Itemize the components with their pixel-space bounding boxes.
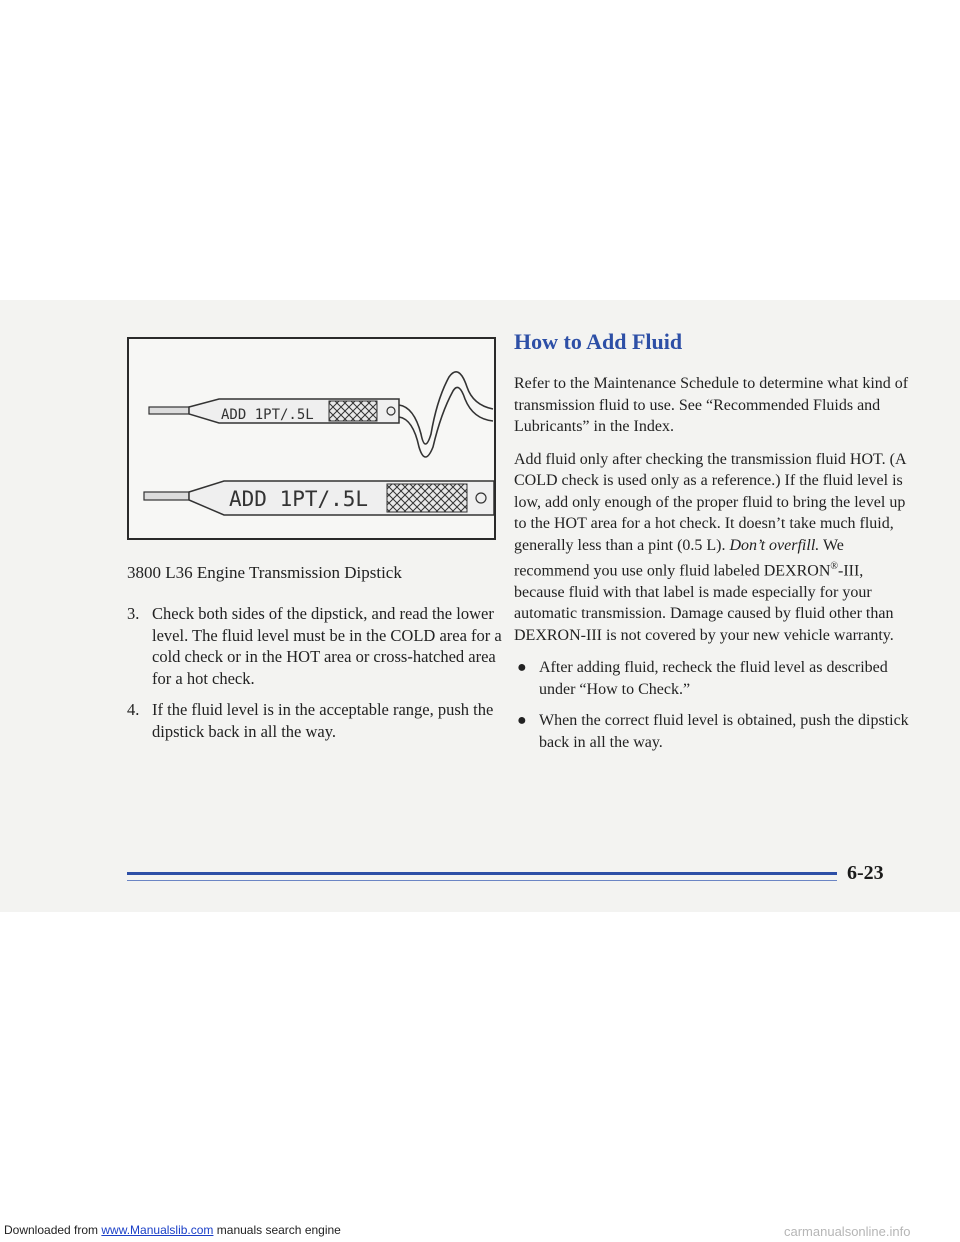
manualslib-link[interactable]: www.Manualslib.com xyxy=(101,1223,214,1237)
upper-dipstick-label: ADD 1PT/.5L xyxy=(221,407,314,423)
download-footer xyxy=(4,1223,341,1237)
footer-prefix: Downloaded from xyxy=(4,1223,102,1237)
bullet-list xyxy=(514,657,914,753)
footer-suffix: manuals search engine xyxy=(213,1223,341,1237)
step-text: Check both sides of the dipstick, and read the lower level. The fluid level must be in the COLD area for a cold check or in the HOT area or cross-hatched area for a hot check. xyxy=(152,604,502,688)
right-column xyxy=(514,373,914,763)
list-item xyxy=(127,699,507,742)
step-number: 4. xyxy=(127,700,140,719)
section-heading: How to Add Fluid xyxy=(514,329,683,354)
watermark: carmanualsonline.info xyxy=(784,1224,911,1239)
paragraph xyxy=(514,449,914,647)
footer-rule-thin xyxy=(127,880,837,881)
paragraph: Refer to the Maintenance Schedule to determine what kind of transmission fluid to use. See “Recommended Fluids and Lubricants” in the Index. xyxy=(514,375,909,435)
bullet-text: When the correct fluid level is obtained, push the dipstick back in all the way. xyxy=(539,712,909,751)
paragraph-text: We recommend you use only fluid labeled DEXRON xyxy=(514,536,844,580)
figure-caption: 3800 L36 Engine Transmission Dipstick xyxy=(127,563,402,582)
dipstick-illustration xyxy=(129,339,494,538)
bullet-icon: ● xyxy=(517,712,527,730)
footer-rule xyxy=(127,872,837,875)
steps-list xyxy=(127,603,507,752)
step-text: If the fluid level is in the acceptable range, push the dipstick back in all the way. xyxy=(152,700,494,741)
paragraph-text: -III, because fluid with that label is made especially for your automatic transmission. Damage caused by fluid other than DEXRON-III is not covered by your new vehicle warranty. xyxy=(514,562,894,644)
dipstick-figure xyxy=(127,337,496,540)
bullet-icon: ● xyxy=(517,659,527,677)
list-item xyxy=(514,657,914,700)
emphasis-text: Don’t overfill. xyxy=(729,536,820,554)
list-item xyxy=(127,603,507,689)
page-number: 6-23 xyxy=(847,862,884,884)
lower-dipstick-label: ADD 1PT/.5L xyxy=(229,487,369,511)
step-number: 3. xyxy=(127,604,140,623)
bullet-text: After adding fluid, recheck the fluid level as described under “How to Check.” xyxy=(539,659,888,698)
registered-mark: ® xyxy=(830,561,838,572)
paragraph-text: Add fluid only after checking the transmission fluid HOT. (A COLD check is used only as a reference.) If the fluid level is low, add only enough of the proper fluid to bring the level up to the HOT area for a hot check. It doesn’t take much fluid, generally less than a pint (0.5 L). xyxy=(514,450,906,554)
list-item xyxy=(514,710,914,753)
upper-dipstick xyxy=(149,372,493,457)
